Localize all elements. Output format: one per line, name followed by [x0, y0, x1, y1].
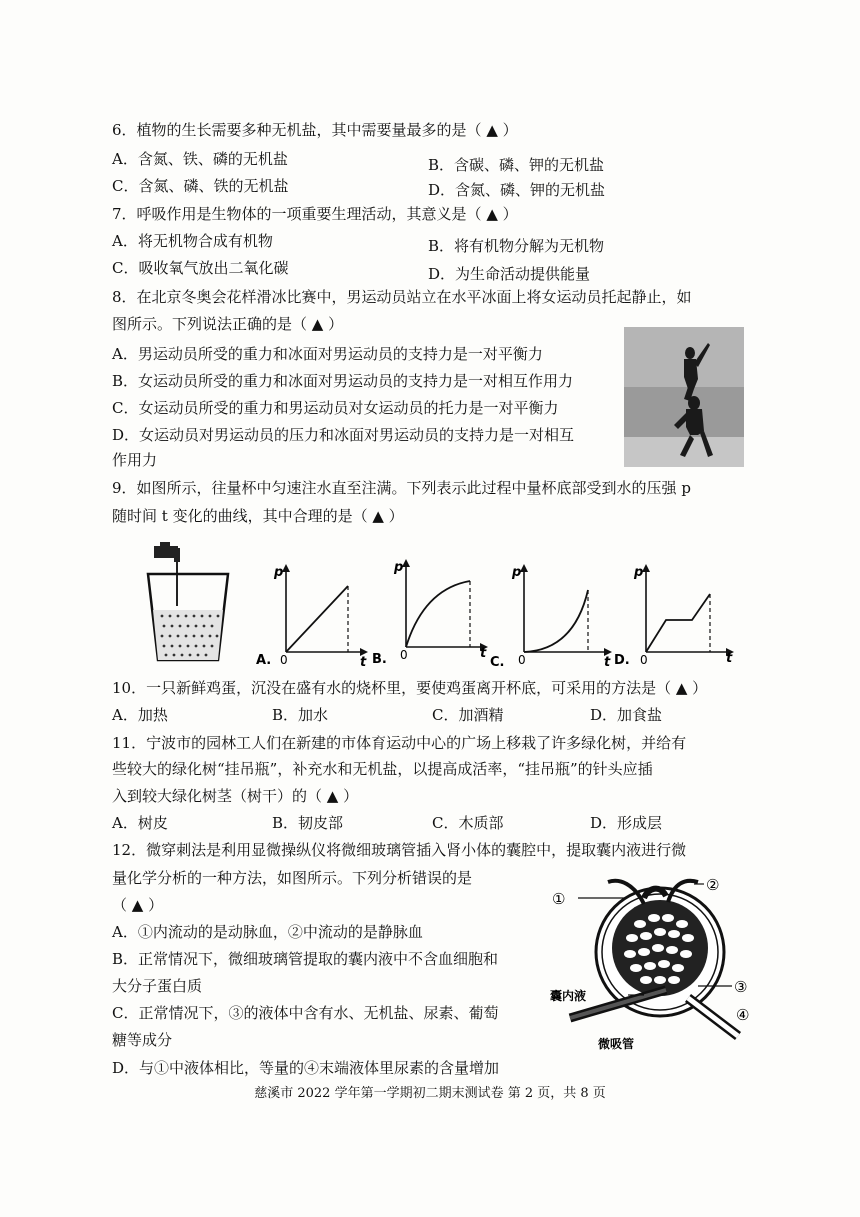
- beaker-with-tap-figure: [138, 540, 238, 670]
- q11-option-b: B．韧皮部: [272, 814, 344, 832]
- q8-option-c: C．女运动员所受的重力和男运动员对女运动员的托力是一对平衡力: [112, 399, 559, 417]
- graph-option-d: [612, 560, 742, 670]
- page-footer: 慈溪市 2022 学年第一学期初二期末测试卷 第 2 页，共 8 页: [254, 1086, 606, 1101]
- q8-option-b: B．女运动员所受的重力和冰面对男运动员的支持力是一对相互作用力: [112, 372, 574, 390]
- q7-option-a: A．将无机物合成有机物: [112, 232, 273, 250]
- graph-b-p-label: p: [394, 560, 404, 575]
- q6-option-d: D．含氮、磷、钾的无机盐: [428, 181, 606, 199]
- q12-option-b-line2: 大分子蛋白质: [112, 977, 203, 995]
- graph-d-p-label: p: [634, 565, 644, 580]
- graph-c-option-label: C.: [490, 655, 505, 670]
- q7-option-c: C．吸收氧气放出二氧化碳: [112, 259, 289, 277]
- q6-stem: 6．植物的生长需要多种无机盐，其中需要量最多的是（ ▲ ）: [112, 121, 518, 139]
- graph-d-option-label: D.: [614, 653, 630, 668]
- label-4-tubule: ④: [736, 1006, 750, 1024]
- q12-option-c-line1: C．正常情况下，③的液体中含有水、无机盐、尿素、葡萄: [112, 1004, 499, 1022]
- q10-option-a: A．加热: [112, 706, 168, 724]
- graph-c-origin: 0: [518, 653, 526, 667]
- q6-option-a: A．含氮、铁、磷的无机盐: [112, 150, 288, 168]
- q8-stem-line1: 8．在北京冬奥会花样滑冰比赛中，男运动员站立在水平冰面上将女运动员托起静止，如: [112, 288, 692, 306]
- q12-stem-line3: （ ▲ ）: [112, 896, 164, 914]
- q11-stem-line2: 些较大的绿化树“挂吊瓶”，补充水和无机盐，以提高成活率，“挂吊瓶”的针头应插: [112, 760, 653, 778]
- q11-option-a: A．树皮: [112, 814, 168, 832]
- renal-corpuscle-figure: [548, 868, 758, 1058]
- graph-c-t-label: t: [604, 655, 611, 670]
- graph-option-b: [372, 555, 502, 665]
- q7-option-b: B．将有机物分解为无机物: [428, 237, 605, 255]
- graph-b-origin: 0: [400, 648, 408, 662]
- graph-a-option-label: A.: [256, 653, 272, 668]
- q12-option-b-line1: B．正常情况下，微细玻璃管提取的囊内液中不含血细胞和: [112, 950, 499, 968]
- label-3-capsule-space: ③: [734, 978, 748, 996]
- q6-option-b: B．含碳、磷、钾的无机盐: [428, 156, 605, 174]
- q9-stem-line2: 随时间 t 变化的曲线，其中合理的是（ ▲ ）: [112, 507, 404, 525]
- graph-c-p-label: p: [512, 565, 522, 580]
- graph-a-origin: 0: [280, 653, 288, 667]
- label-1-afferent: ①: [552, 890, 566, 908]
- q10-option-b: B．加水: [272, 706, 329, 724]
- graph-option-a: [252, 560, 372, 670]
- graph-b-t-label: t: [480, 646, 487, 661]
- q12-stem-line1: 12．微穿刺法是利用显微操纵仪将微细玻璃管插入肾小体的囊腔中，提取囊内液进行微: [112, 841, 687, 859]
- q7-stem: 7．呼吸作用是生物体的一项重要生理活动，其意义是（ ▲ ）: [112, 205, 518, 223]
- graph-a-t-label: t: [360, 655, 367, 670]
- q12-stem-line2: 量化学分析的一种方法，如图所示。下列分析错误的是: [112, 869, 473, 887]
- label-capsule-fluid: 囊内液: [550, 989, 587, 1003]
- label-micropipette: 微吸管: [598, 1037, 635, 1051]
- q12-option-d: D．与①中液体相比，等量的④末端液体里尿素的含量增加: [112, 1059, 500, 1077]
- q8-option-d-line2: 作用力: [112, 451, 158, 469]
- q12-option-a: A．①内流动的是动脉血，②中流动的是静脉血: [112, 923, 423, 941]
- graph-d-t-label: t: [726, 651, 733, 666]
- q8-option-a: A．男运动员所受的重力和冰面对男运动员的支持力是一对平衡力: [112, 345, 543, 363]
- q10-option-d: D．加食盐: [590, 706, 663, 724]
- q11-option-c: C．木质部: [432, 814, 504, 832]
- q9-stem-line1: 9．如图所示，往量杯中匀速注水直至注满。下列表示此过程中量杯底部受到水的压强 p: [112, 479, 691, 497]
- figure-skating-photo: [624, 327, 744, 467]
- graph-option-c: [490, 560, 620, 670]
- q10-option-c: C．加酒精: [432, 706, 504, 724]
- q8-option-d-line1: D．女运动员对男运动员的压力和冰面对男运动员的支持力是一对相互: [112, 426, 575, 444]
- graph-b-option-label: B.: [372, 652, 387, 665]
- q12-option-c-line2: 糖等成分: [112, 1031, 173, 1049]
- q10-stem: 10．一只新鲜鸡蛋，沉没在盛有水的烧杯里，要使鸡蛋离开杯底，可采用的方法是（ ▲ ）: [112, 679, 708, 697]
- q7-option-d: D．为生命活动提供能量: [428, 265, 591, 283]
- q11-stem-line1: 11．宁波市的园林工人们在新建的市体育运动中心的广场上移栽了许多绿化树，并给有: [112, 734, 687, 752]
- graph-d-origin: 0: [640, 653, 648, 667]
- q11-option-d: D．形成层: [590, 814, 663, 832]
- q8-stem-line2: 图所示。下列说法正确的是（ ▲ ）: [112, 315, 344, 333]
- q11-stem-line3: 入到较大绿化树茎（树干）的（ ▲ ）: [112, 787, 359, 805]
- label-2-efferent: ②: [706, 876, 720, 894]
- graph-a-p-label: p: [274, 565, 284, 580]
- q6-option-c: C．含氮、磷、铁的无机盐: [112, 177, 289, 195]
